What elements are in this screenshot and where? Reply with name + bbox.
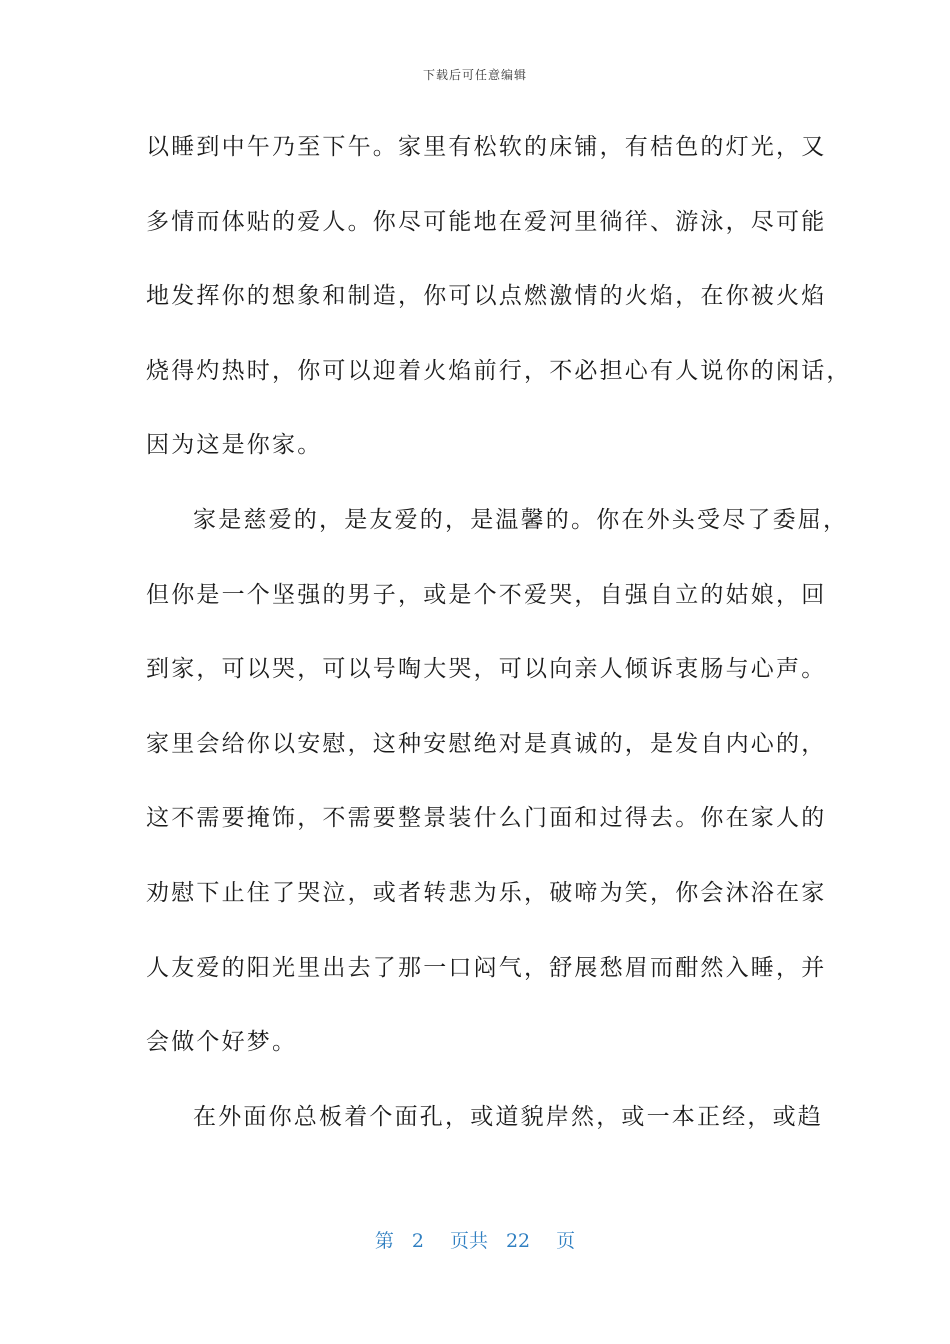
footer-middle: 页共 xyxy=(449,1230,488,1252)
text-line: 烧得灼热时，你可以迎着火焰前行，不必担心有人说你的闲话， xyxy=(146,357,852,384)
text-line: 到家，可以哭，可以号啕大哭，可以向亲人倾诉衷肠与心声。 xyxy=(146,656,827,683)
paragraph-start-line: 家是慈爱的，是友爱的，是温馨的。你在外头受尽了委屈， xyxy=(193,506,849,533)
page-header: 下载后可任意编辑 xyxy=(422,68,527,82)
document-body xyxy=(146,122,852,1166)
text-line: 但你是一个坚强的男子，或是个不爱哭，自强自立的姑娘，回 xyxy=(146,581,827,608)
total-page-count: 22 xyxy=(505,1230,531,1252)
page-footer xyxy=(0,1226,950,1253)
paragraph-start-line: 在外面你总板着个面孔，或道貌岸然，或一本正经，或趋 xyxy=(193,1103,823,1130)
footer-suffix: 页 xyxy=(556,1230,576,1252)
text-line: 以睡到中午乃至下午。家里有松软的床铺，有桔色的灯光，又 xyxy=(146,134,827,160)
text-line: 会做个好梦。 xyxy=(146,1029,298,1056)
current-page-number: 2 xyxy=(411,1230,424,1252)
text-line: 人友爱的阳光里出去了那一口闷气，舒展愁眉而酣然入睡，并 xyxy=(146,954,827,981)
text-line: 这不需要掩饰，不需要整景装什么门面和过得去。你在家人的 xyxy=(146,805,827,832)
text-line: 多情而体贴的爱人。你尽可能地在爱河里徜徉、游泳，尽可能 xyxy=(146,208,827,235)
text-line: 劝慰下止住了哭泣，或者转悲为乐，破啼为笑，你会沐浴在家 xyxy=(146,879,827,906)
footer-prefix: 第 xyxy=(374,1230,394,1252)
text-line: 地发挥你的想象和制造，你可以点燃激情的火焰，在你被火焰 xyxy=(146,283,827,310)
text-line: 家里会给你以安慰，这种安慰绝对是真诚的，是发自内心的， xyxy=(146,730,827,757)
text-line: 因为这是你家。 xyxy=(146,432,323,459)
